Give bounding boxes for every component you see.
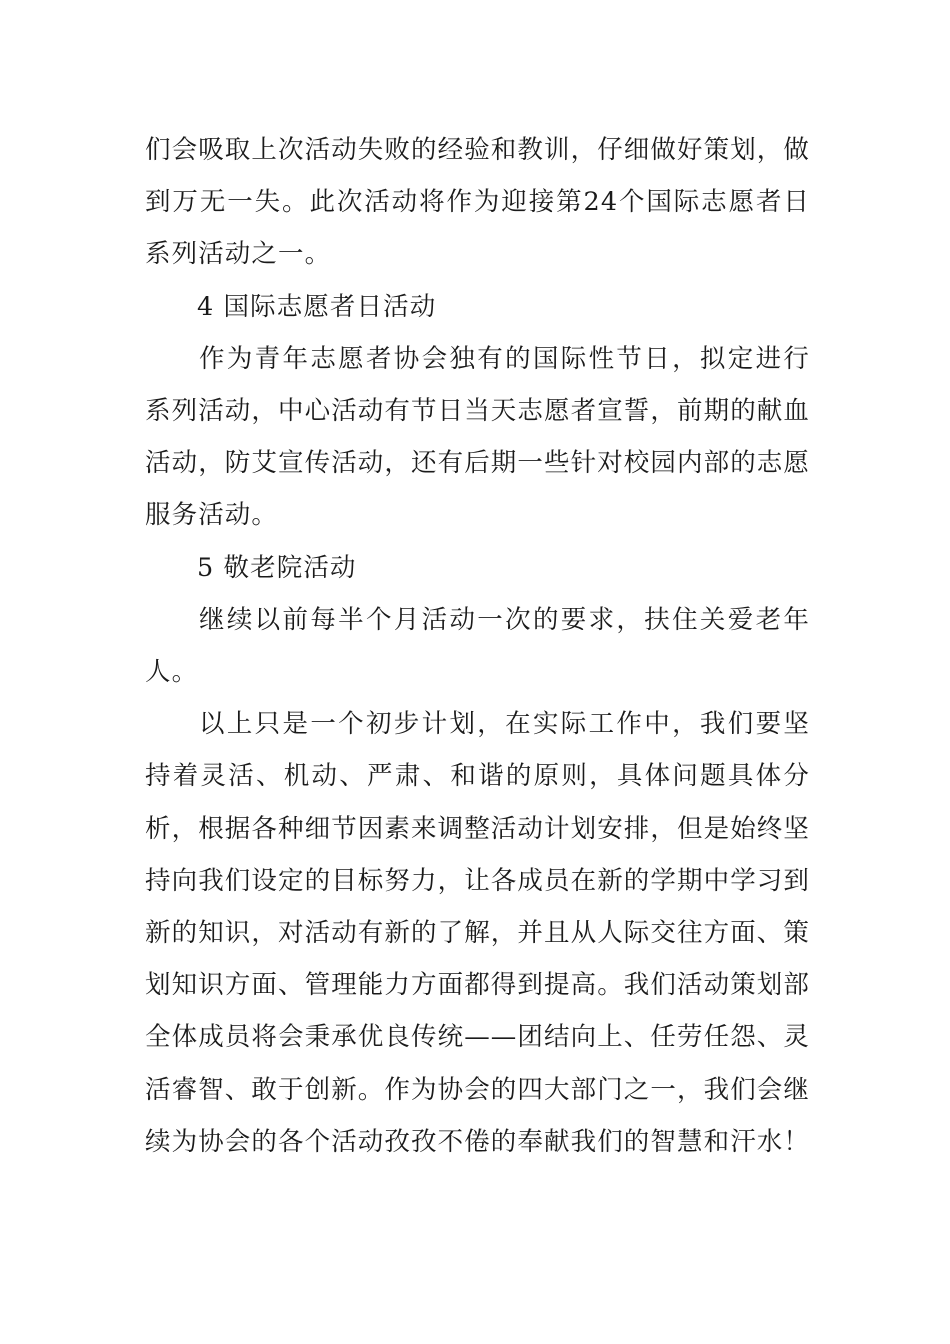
paragraph-conclusion: 以上只是一个初步计划，在实际工作中，我们要坚持着灵活、机动、严肃、和谐的原则，具体问题具体分析，根据各种细节因素来调整活动计划安排，但是始终坚持向我们设定的目标努力，让各成员在新的学期中学习到新的知识，对活动有新的了解，并且从人际交往方面、策划知识方面、管理能力方面都得到提高。我们活动策划部全体成员将会秉承优良传统——团结向上、任劳任怨、灵活睿智、敢于创新。作为协会的四大部门之一，我们会继续为协会的各个活动孜孜不倦的奉献我们的智慧和汗水！ — [145, 709, 811, 1157]
paragraph-continuation: 们会吸取上次活动失败的经验和教训，仔细做好策划，做到万无一失。此次活动将作为迎接第24个国际志愿者日系列活动之一。 — [145, 135, 811, 270]
document-page — [145, 124, 810, 1168]
section-heading-nursing-home: 5 敬老院活动 — [197, 552, 357, 583]
section-heading-international-volunteer-day: 4 国际志愿者日活动 — [197, 291, 437, 322]
paragraph-volunteer-day: 作为青年志愿者协会独有的国际性节日，拟定进行系列活动，中心活动有节日当天志愿者宣誓，前期的献血活动，防艾宣传活动，还有后期一些针对校园内部的志愿服务活动。 — [145, 343, 811, 531]
paragraph-nursing-home: 继续以前每半个月活动一次的要求，扶住关爱老年人。 — [145, 604, 810, 688]
